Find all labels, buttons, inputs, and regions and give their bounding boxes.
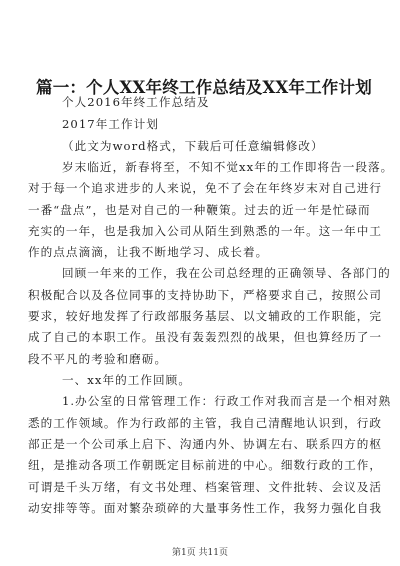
subtitle-line: 2017年工作计划 [62, 117, 159, 131]
subtitle-line: 个人2016年终工作总结及 [62, 95, 210, 109]
paragraph-line: 部正是一个公司承上启下、沟通内外、协调左右、联系四方的枢 [28, 437, 383, 451]
paragraph-line: 可谓是千头万绪，有文书处理、档案管理、文件批转、会议及活 [28, 480, 383, 494]
paragraph-line: 一番“盘点”，也是对自己的一种鞭策。过去的近一年是忙碌而 [28, 203, 371, 217]
section-heading: 一、xx年的工作回顾。 [62, 373, 191, 387]
paragraph-line: 积极配合以及各位同事的支持协助下，严格要求自己，按照公司 [28, 288, 383, 302]
document-title: 篇一：个人XX年终工作总结及XX年工作计划 [36, 78, 372, 97]
paragraph-line: 悉的工作领域。作为行政部的主管，我自己清醒地认识到，行政 [28, 416, 383, 430]
paragraph-line: 1.办公室的日常管理工作：行政工作对我而言是一个相对熟 [62, 394, 392, 408]
paragraph-line: 段不平凡的考验和磨砺。 [28, 352, 168, 366]
format-note: （此文为word格式，下载后可任意编辑修改） [62, 139, 324, 153]
paragraph-line: 成了自己的本职工作。虽没有轰轰烈烈的战果，但也算经历了一 [28, 330, 383, 344]
paragraph-line: 岁末临近，新春将至，不知不觉xx年的工作即将告一段落。 [62, 160, 394, 174]
paragraph-line: 要求，较好地发挥了行政部服务基层、以文辅政的工作职能，完 [28, 309, 383, 323]
paragraph-line: 动安排等等。面对繁杂琐碎的大量事务性工作，我努力强化自我 [28, 501, 383, 515]
paragraph-line: 回顾一年来的工作，我在公司总经理的正确领导、各部门的 [62, 266, 391, 280]
paragraph-line: 对于每一个追求进步的人来说，免不了会在年终岁末对自己进行 [28, 181, 383, 195]
page-number-footer: 第1页 共11页 [171, 548, 229, 558]
paragraph-line: 充实的一年，也是我加入公司从陌生到熟悉的一年。这一年中工 [28, 224, 383, 238]
paragraph-line: 纽，是推动各项工作朝既定目标前进的中心。细数行政的工作， [28, 458, 383, 472]
paragraph-line: 作的点点滴滴，让我不断地学习、成长着。 [28, 245, 269, 259]
